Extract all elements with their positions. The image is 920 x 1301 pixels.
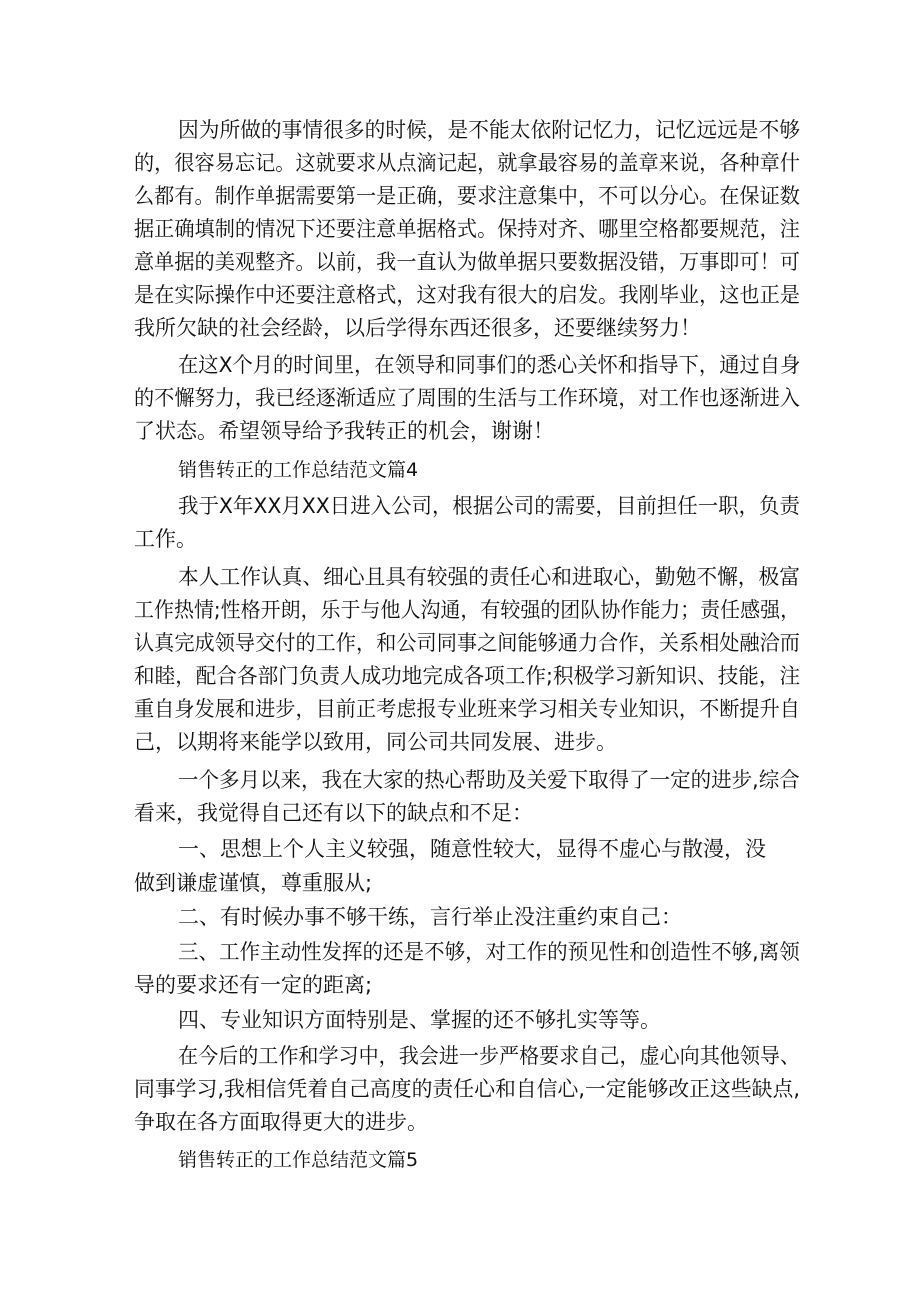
body-text-line: 三、工作主动性发挥的还是不够，对工作的预见性和创造性不够,离领 [178,940,800,964]
body-text-line: 己，以期将来能学以致用，同公司共同发展、进步。 [134,730,617,754]
section-heading: 销售转正的工作总结范文篇5 [178,1149,419,1171]
body-text-line: 工作。 [134,527,197,551]
body-text-line: 本人工作认真、细心且具有较强的责任心和进取心，勤勉不懈，极富 [178,565,800,589]
body-text-line: 认真完成领导交付的工作，和公司同事之间能够通力合作，关系相处融洽而 [134,631,800,655]
body-text-line: 我于X年XX月XX日进入公司，根据公司的需要，目前担任一职，负责 [178,494,800,518]
body-text-line: 的，很容易忘记。这就要求从点滴记起，就拿最容易的盖章来说，各种章什 [134,151,800,175]
body-text-line: 因为所做的事情很多的时候，是不能太依附记忆力，记忆远远是不够 [178,118,800,142]
body-text-line: 意单据的美观整齐。以前，我一直认为做单据只要数据没错，万事即可！可 [134,250,800,274]
body-text-line: 是在实际操作中还要注意格式，这对我有很大的启发。我刚毕业，这也正是 [134,283,800,307]
body-text-line: 一、思想上个人主义较强，随意性较大，显得不虚心与散漫，没 [178,837,766,861]
body-text-line: 么都有。制作单据需要第一是正确，要求注意集中，不可以分心。在保证数 [134,184,800,208]
body-text-line: 四、专业知识方面特别是、掌握的还不够扎实等等。 [178,1008,661,1032]
body-text-line: 据正确填制的情况下还要注意单据格式。保持对齐、哪里空格都要规范，注 [134,217,800,241]
body-text-line: 重自身发展和进步，目前正考虑报专业班来学习相关专业知识，不断提升自 [134,697,800,721]
body-text-line: 在今后的工作和学习中，我会进一步严格要求自己，虚心向其他领导、 [178,1044,801,1068]
body-text-line: 我所欠缺的社会经龄，以后学得东西还很多，还要继续努力！ [134,316,701,340]
body-text-line: 二、有时候办事不够干练，言行举止没注重约束自己： [178,905,682,929]
body-text-line: 导的要求还有一定的距离; [134,973,373,997]
body-text-line: 的不懈努力，我已经逐渐适应了周围的生活与工作环境，对工作也逐渐进入 [134,386,800,410]
body-text-line: 同事学习,我相信凭着自己高度的责任心和自信心,一定能够改正这些缺点, [134,1077,800,1101]
body-text-line: 一个多月以来，我在大家的热心帮助及关爱下取得了一定的进步,综合 [178,768,800,792]
body-text-line: 做到谦虚谨慎，尊重服从; [134,871,373,895]
body-text-line: 争取在各方面取得更大的进步。 [134,1110,428,1134]
body-text-line: 看来，我觉得自己还有以下的缺点和不足： [134,801,533,825]
body-text-line: 了状态。希望领导给予我转正的机会，谢谢！ [134,419,554,443]
body-text-line: 工作热情;性格开朗，乐于与他人沟通，有较强的团队协作能力；责任感强， [134,598,801,622]
body-text-line: 在这X个月的时间里，在领导和同事们的悉心关怀和指导下，通过自身 [178,353,801,377]
body-text-line: 和睦，配合各部门负责人成功地完成各项工作;积极学习新知识、技能，注 [134,664,801,688]
section-heading: 销售转正的工作总结范文篇4 [178,459,419,481]
